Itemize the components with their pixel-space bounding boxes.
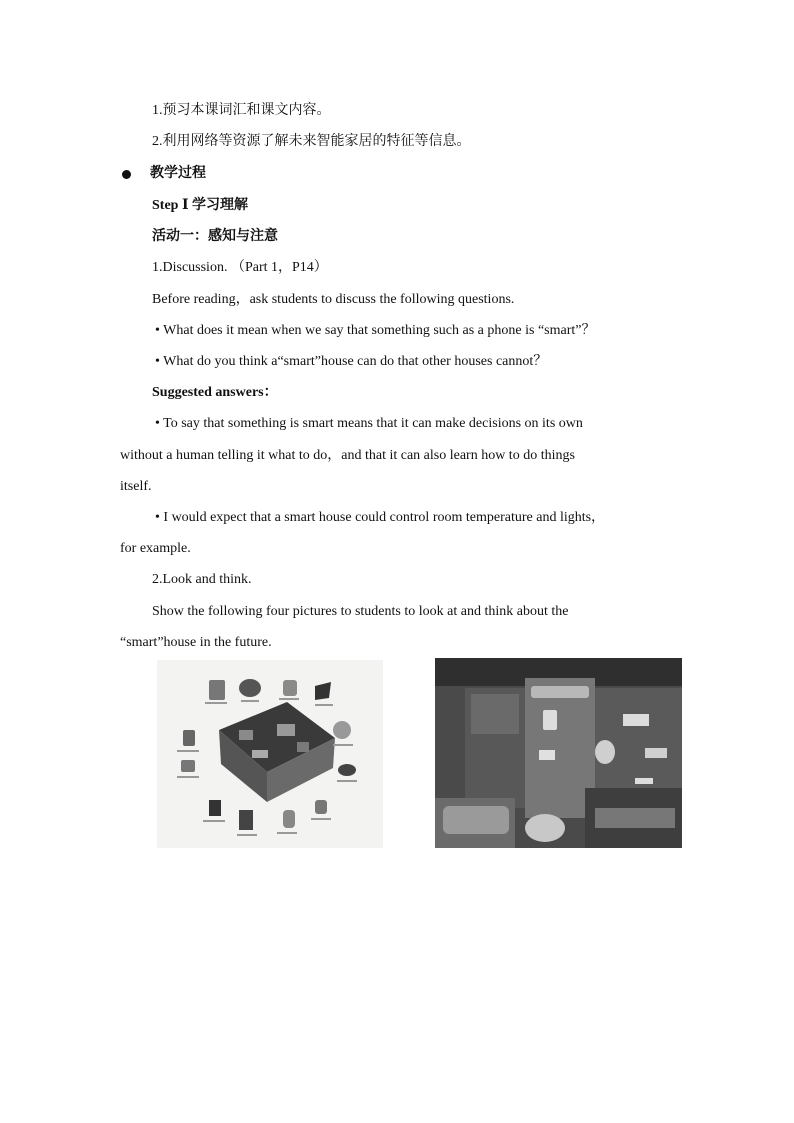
look-heading: 2.Look and think. xyxy=(152,572,252,587)
prep-item-1: 1.预习本课词汇和课文内容。 xyxy=(152,103,331,118)
step-heading: Step Ⅰ 学习理解 xyxy=(152,198,248,213)
section-title: 教学过程 xyxy=(150,166,206,181)
prep-item-2: 2.利用网络等资源了解未来智能家居的特征等信息。 xyxy=(152,134,471,149)
discussion-heading: 1.Discussion. （Part 1，P14） xyxy=(152,260,328,275)
answer-1-line-1: • To say that something is smart means that it can make decisions on its own xyxy=(155,416,583,431)
answers-heading: Suggested answers： xyxy=(152,385,278,400)
answer-1-line-3: itself. xyxy=(120,479,152,494)
discussion-intro: Before reading，ask students to discuss the following questions. xyxy=(152,292,515,307)
question-1: • What does it mean when we say that something such as a phone is “smart”？ xyxy=(155,323,596,338)
smart-house-devices-image xyxy=(157,660,383,848)
look-line-2: “smart”house in the future. xyxy=(120,635,272,650)
bullet-icon xyxy=(122,170,131,179)
answer-1-line-2: without a human telling it what to do，and that it can also learn how to do things xyxy=(120,448,575,463)
smart-bathroom-image xyxy=(435,658,682,848)
answer-2-line-2: for example. xyxy=(120,541,191,556)
answer-2-line-1: • I would expect that a smart house could control room temperature and lights， xyxy=(155,510,606,525)
question-2: • What do you think a“smart”house can do that other houses cannot？ xyxy=(155,354,548,369)
activity-heading: 活动一：感知与注意 xyxy=(152,229,278,244)
look-line-1: Show the following four pictures to students to look at and think about the xyxy=(152,604,569,619)
